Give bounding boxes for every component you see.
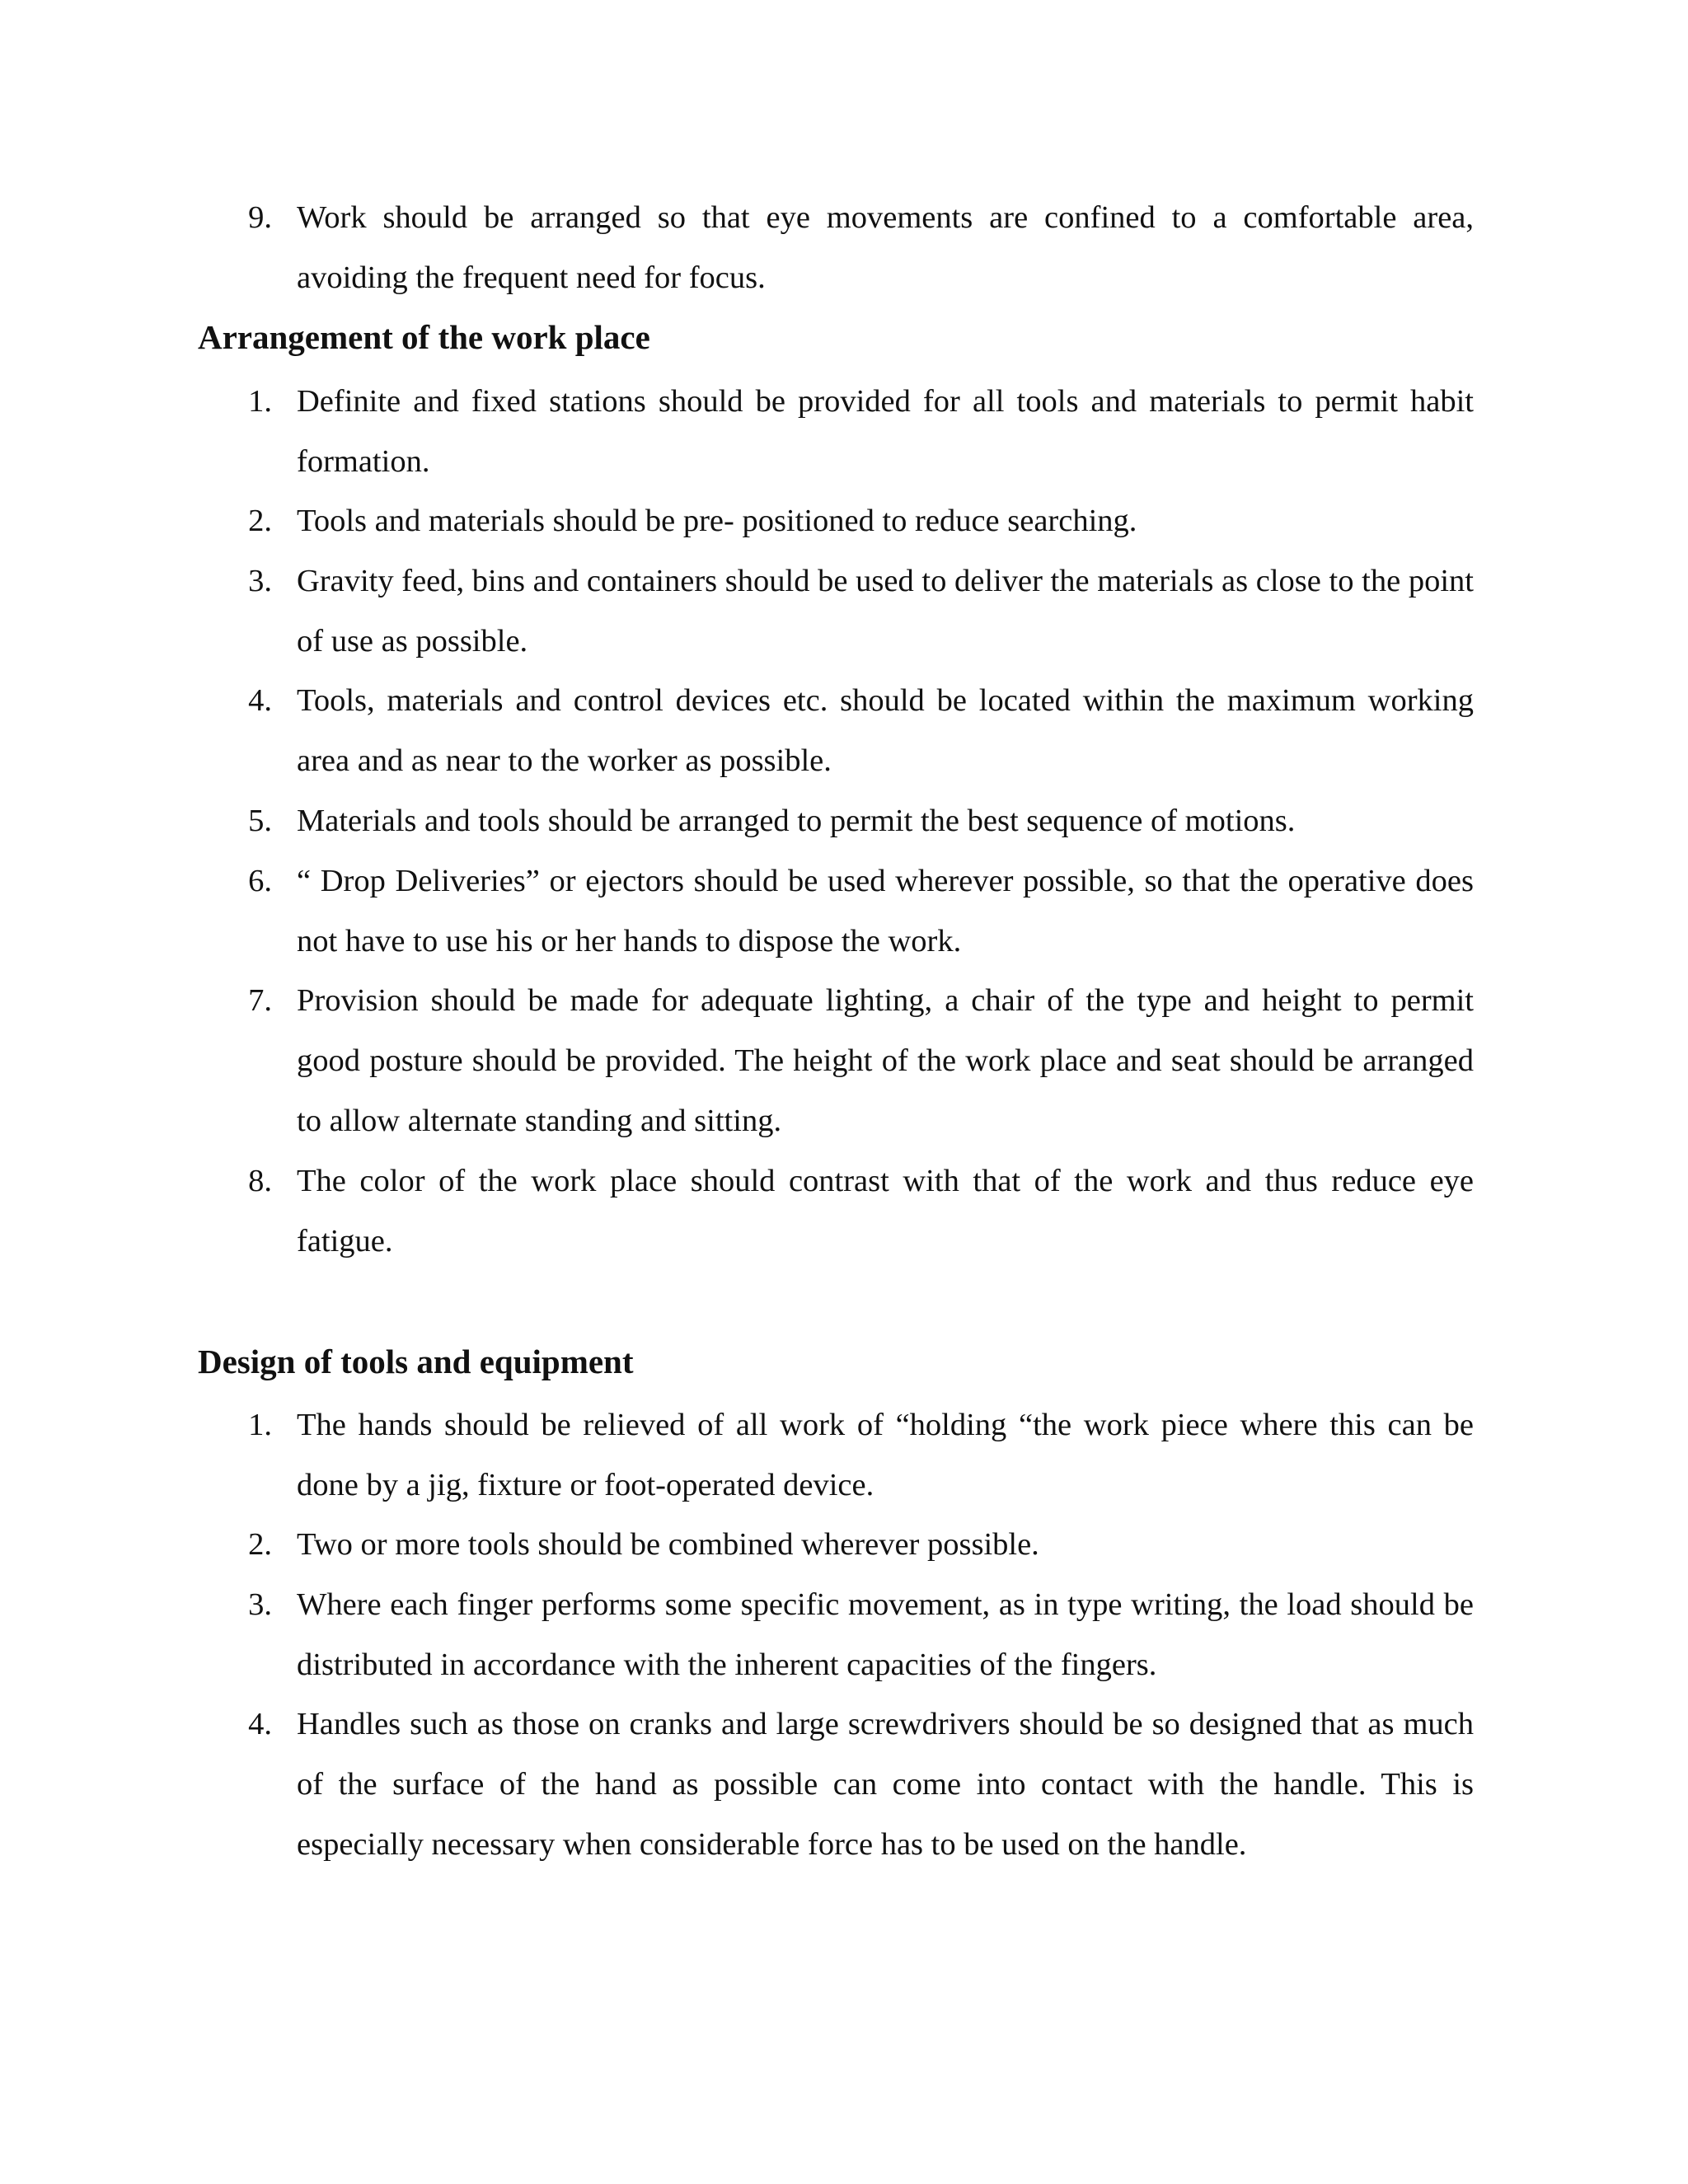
list-item-number: 3. <box>248 1587 272 1622</box>
list-item-number: 1. <box>248 1408 272 1442</box>
list-item-number: 6. <box>248 864 272 898</box>
list-item-number: 2. <box>248 504 272 538</box>
list-item-number: 8. <box>248 1164 272 1198</box>
list-item-text: Tools, materials and control devices etc. should be located within the maximum working area and as near to the worker as possible. <box>297 683 1474 778</box>
list-item-text: Work should be arranged so that eye movements are confined to a comfortable area, avoiding the frequent need for focus. <box>297 200 1474 295</box>
list-item-number: 2. <box>248 1527 272 1562</box>
section-heading-tools: Design of tools and equipment <box>198 1343 634 1380</box>
list-item-text: Definite and fixed stations should be provided for all tools and materials to permit habit formation. <box>297 384 1474 479</box>
list-item-number: 3. <box>248 564 272 598</box>
list-item-text: The color of the work place should contrast with that of the work and thus reduce eye fatigue. <box>297 1164 1474 1258</box>
list-item-text: “ Drop Deliveries” or ejectors should be used wherever possible, so that the operative does not have to use his or her hands to dispose the work. <box>297 864 1474 958</box>
list-item-text: Where each finger performs some specific movement, as in type writing, the load should be distributed in accordance with the inherent capacities of the fingers. <box>297 1587 1474 1682</box>
list-item-number: 9. <box>248 200 272 235</box>
list-item-text: The hands should be relieved of all work of “holding “the work piece where this can be done by a jig, fixture or foot-operated device. <box>297 1408 1474 1502</box>
list-item-number: 7. <box>248 983 272 1018</box>
list-item-text: Gravity feed, bins and containers should be used to deliver the materials as close to the point of use as possible. <box>297 564 1474 658</box>
list-item-number: 4. <box>248 683 272 718</box>
list-item-number: 4. <box>248 1707 272 1741</box>
list-item-text: Handles such as those on cranks and large screwdrivers should be so designed that as much of the surface of the hand as possible can come into contact with the handle. This is especially necessary when considerable force has to be used on the handle. <box>297 1707 1474 1862</box>
list-item-text: Tools and materials should be pre- positioned to reduce searching. <box>297 504 1137 538</box>
list-item-text: Provision should be made for adequate lighting, a chair of the type and height to permit good posture should be provided. The height of the work place and seat should be arranged to allow alternate standing and sitting. <box>297 983 1474 1138</box>
list-item-number: 5. <box>248 804 272 838</box>
list-item-number: 1. <box>248 384 272 419</box>
list-item-text: Two or more tools should be combined wherever possible. <box>297 1527 1039 1562</box>
list-item-text: Materials and tools should be arranged to permit the best sequence of motions. <box>297 804 1296 838</box>
section-heading-workplace: Arrangement of the work place <box>198 318 650 356</box>
